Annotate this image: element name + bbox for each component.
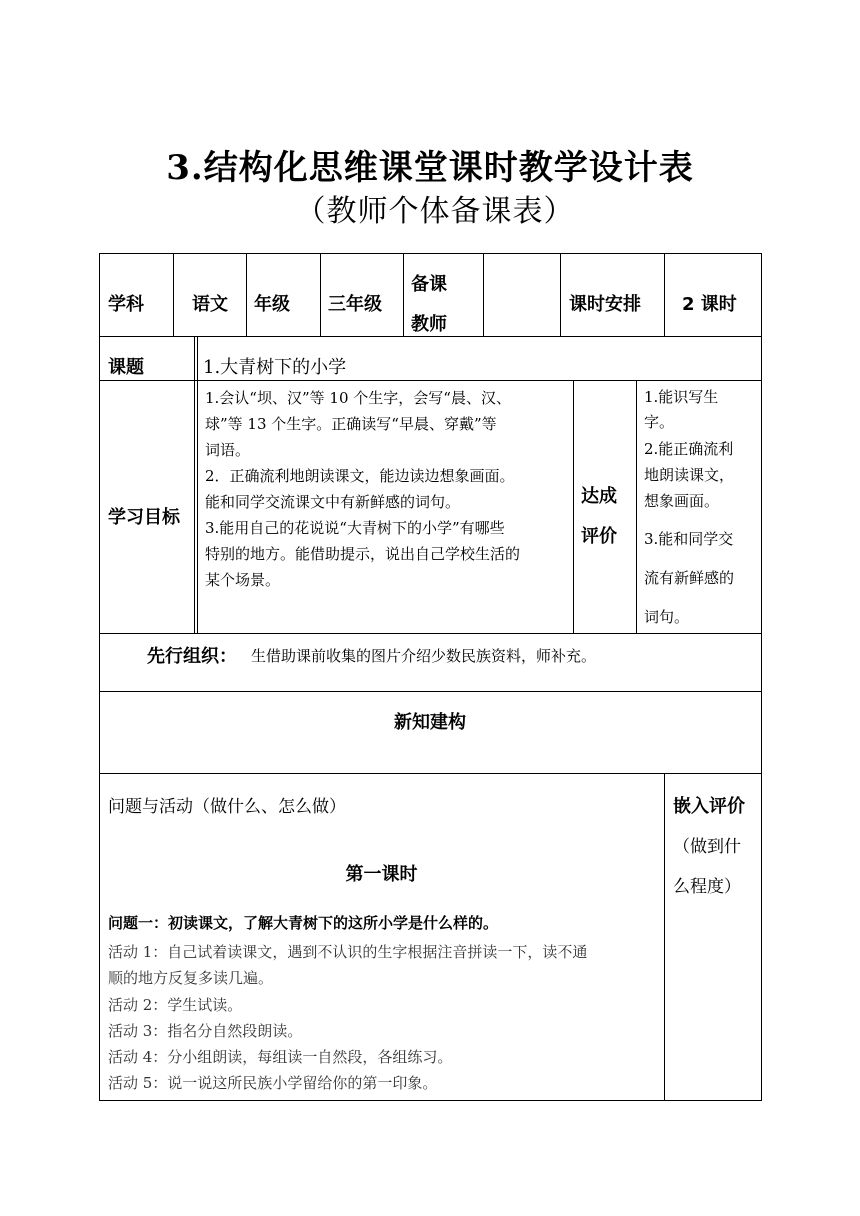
col-divider — [403, 253, 404, 337]
activity-line: 活动 4：分小组朗读，每组读一自然段，各组练习。 — [108, 1048, 453, 1066]
teacher-label-line1: 备课 — [411, 274, 447, 295]
lesson-title: 第一课时 — [345, 864, 418, 885]
objective-line: 某个场景。 — [205, 571, 281, 589]
activity-line: 活动 1：自己试着读课文，遇到不认识的生字根据注音拼读一下，读不通 — [108, 943, 588, 961]
activity-line: 活动 3：指名分自然段朗读。 — [108, 1022, 303, 1040]
subject-label: 学科 — [108, 294, 144, 315]
embedded-eval-label: 嵌入评价 — [673, 796, 745, 817]
row-divider — [99, 633, 762, 634]
grade-label: 年级 — [254, 294, 290, 315]
hours-label: 课时安排 — [569, 294, 641, 315]
row-divider — [99, 336, 762, 337]
col-divider-double — [194, 336, 198, 634]
row-divider — [99, 773, 762, 774]
objective-line: 3.能用自己的花说说“大青树下的小学”有哪些 — [205, 519, 505, 537]
activity-line: 顺的地方反复多读几遍。 — [108, 969, 274, 987]
eval-line: 想象画面。 — [644, 492, 720, 510]
objective-line: 特别的地方。能借助提示，说出自己学校生活的 — [205, 545, 521, 563]
eval-line: 词句。 — [644, 608, 690, 626]
eval-label-line2: 评价 — [581, 526, 617, 547]
preview-label: 先行组织： — [147, 646, 237, 667]
col-divider — [636, 380, 637, 634]
teacher-label-line2: 教师 — [411, 314, 447, 335]
document-subtitle: （教师个体备课表） — [295, 194, 575, 229]
col-divider — [483, 253, 484, 337]
embedded-eval-note-line2: 么程度） — [673, 877, 741, 897]
col-divider — [246, 253, 247, 337]
new-knowledge-heading: 新知建构 — [394, 712, 466, 733]
objective-line: 1.会认“坝、汉”等 10 个生字，会写“晨、汉、 — [205, 389, 511, 407]
eval-line: 字。 — [644, 413, 675, 431]
activity-line: 活动 5：说一说这所民族小学留给你的第一印象。 — [108, 1074, 438, 1092]
eval-line: 1.能识写生 — [644, 388, 719, 406]
eval-line: 地朗读课文， — [644, 466, 735, 484]
row-divider — [99, 691, 762, 692]
topic-value: 1.大青树下的小学 — [203, 357, 347, 378]
activity-line: 活动 2：学生试读。 — [108, 996, 243, 1014]
document-title: 3.结构化思维课堂课时教学设计表 — [166, 148, 694, 188]
question-one: 问题一：初读课文，了解大青树下的这所小学是什么样的。 — [108, 914, 499, 932]
col-divider — [664, 253, 665, 337]
objective-line: 球”等 13 个生字。正确读写“早晨、穿戴”等 — [205, 415, 497, 433]
hours-value: 2 课时 — [682, 294, 737, 315]
subject-value: 语文 — [192, 294, 228, 315]
col-divider — [560, 253, 561, 337]
embedded-eval-note-line1: （做到什 — [673, 837, 741, 857]
eval-label-line1: 达成 — [581, 486, 617, 507]
topic-label: 课题 — [108, 357, 144, 378]
eval-line: 流有新鲜感的 — [644, 569, 735, 587]
col-divider — [320, 253, 321, 337]
col-divider — [173, 253, 174, 337]
preview-value: 生借助课前收集的图片介绍少数民族资料，师补充。 — [251, 647, 597, 665]
eval-line: 2.能正确流利 — [644, 440, 734, 458]
col-divider — [573, 380, 574, 634]
grade-value: 三年级 — [328, 294, 382, 315]
objective-line: 2．正确流利地朗读课文，能边读边想象画面。 — [205, 467, 515, 485]
col-divider — [664, 773, 665, 1101]
objective-line: 能和同学交流课文中有新鲜感的词句。 — [205, 493, 461, 511]
eval-line: 3.能和同学交 — [644, 530, 734, 548]
row-divider — [99, 380, 762, 381]
activities-header: 问题与活动（做什么、怎么做） — [108, 797, 346, 817]
objectives-label: 学习目标 — [108, 507, 180, 528]
objective-line: 词语。 — [205, 441, 251, 459]
